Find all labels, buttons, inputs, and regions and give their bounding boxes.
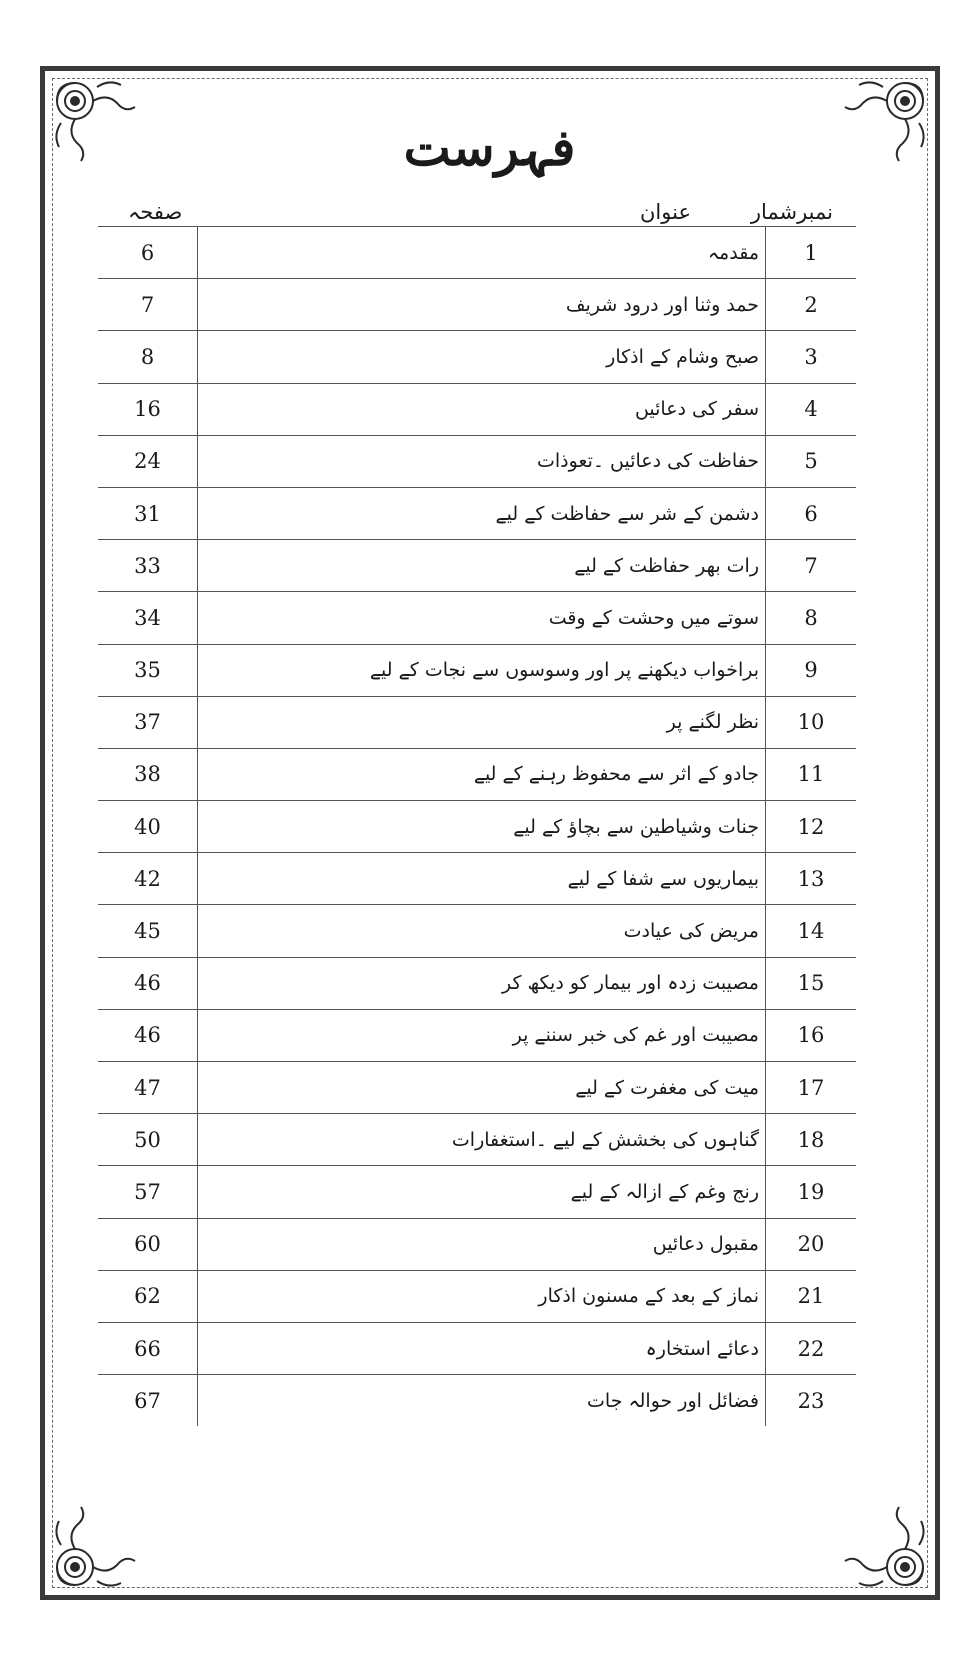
table-row[interactable] xyxy=(98,383,856,435)
table-row[interactable] xyxy=(98,748,856,800)
row-page: 37 xyxy=(134,710,161,735)
header-topic: عنوان xyxy=(640,200,691,224)
table-of-contents xyxy=(98,226,856,1426)
row-page: 33 xyxy=(134,553,161,578)
table-row[interactable] xyxy=(98,1322,856,1374)
row-page: 67 xyxy=(134,1388,161,1413)
row-number: 13 xyxy=(797,866,825,891)
row-topic: جنات وشیاطین سے بچاؤ کے لیے xyxy=(197,801,766,852)
table-row[interactable] xyxy=(98,1374,856,1426)
table-row[interactable] xyxy=(98,957,856,1009)
row-page: 47 xyxy=(134,1075,161,1100)
row-topic: رنج وغم کے ازالہ کے لیے xyxy=(197,1166,766,1217)
table-row[interactable] xyxy=(98,644,856,696)
row-page: 46 xyxy=(134,1023,161,1048)
table-row[interactable] xyxy=(98,330,856,382)
table-row[interactable] xyxy=(98,1061,856,1113)
row-topic: براخواب دیکھنے پر اور وسوسوں سے نجات کے لیے xyxy=(197,645,766,696)
row-page: 57 xyxy=(134,1179,161,1204)
row-number: 2 xyxy=(804,292,818,317)
table-row[interactable] xyxy=(98,1113,856,1165)
row-page: 16 xyxy=(134,397,161,422)
row-number: 22 xyxy=(797,1336,825,1361)
table-row[interactable] xyxy=(98,1009,856,1061)
row-topic: فضائل اور حوالہ جات xyxy=(197,1375,766,1426)
row-number: 21 xyxy=(797,1284,825,1309)
row-topic: سفر کی دعائیں xyxy=(197,384,766,435)
row-page: 66 xyxy=(134,1336,161,1361)
row-number: 20 xyxy=(797,1232,825,1257)
row-page: 38 xyxy=(134,762,161,787)
table-row[interactable] xyxy=(98,1218,856,1270)
row-topic: دعائے استخارہ xyxy=(197,1323,766,1374)
table-row[interactable] xyxy=(98,904,856,956)
row-page: 42 xyxy=(134,866,161,891)
row-number: 10 xyxy=(797,710,825,735)
table-row[interactable] xyxy=(98,696,856,748)
row-page: 50 xyxy=(134,1127,161,1152)
row-number: 1 xyxy=(804,240,818,265)
table-row[interactable] xyxy=(98,278,856,330)
row-topic: مصیبت زدہ اور بیمار کو دیکھ کر xyxy=(197,958,766,1009)
row-topic: مقبول دعائیں xyxy=(197,1219,766,1270)
row-topic: بیماریوں سے شفا کے لیے xyxy=(197,853,766,904)
table-row[interactable] xyxy=(98,226,856,278)
row-topic: حفاظت کی دعائیں ۔تعوذات xyxy=(197,436,766,487)
row-topic: نظر لگنے پر xyxy=(197,697,766,748)
row-topic: مصیبت اور غم کی خبر سننے پر xyxy=(197,1010,766,1061)
corner-ornament-icon xyxy=(47,1505,137,1595)
table-row[interactable] xyxy=(98,1165,856,1217)
row-page: 31 xyxy=(134,501,161,526)
row-page: 6 xyxy=(140,240,155,265)
row-number: 14 xyxy=(797,919,825,944)
header-serial-number: نمبرشمار xyxy=(750,200,833,224)
row-number: 23 xyxy=(797,1388,825,1413)
row-number: 16 xyxy=(797,1023,825,1048)
row-topic: دشمن کے شر سے حفاظت کے لیے xyxy=(197,488,766,539)
row-page: 46 xyxy=(134,971,161,996)
row-topic: جادو کے اثر سے محفوظ رہنے کے لیے xyxy=(197,749,766,800)
row-number: 9 xyxy=(804,658,818,683)
table-row[interactable] xyxy=(98,852,856,904)
row-page: 35 xyxy=(134,658,161,683)
row-topic: رات بھر حفاظت کے لیے xyxy=(197,540,766,591)
row-number: 15 xyxy=(797,971,825,996)
row-page: 40 xyxy=(134,814,161,839)
row-page: 34 xyxy=(134,605,161,630)
table-row[interactable] xyxy=(98,539,856,591)
row-page: 45 xyxy=(134,919,161,944)
row-number: 7 xyxy=(804,553,818,578)
row-page: 62 xyxy=(134,1284,161,1309)
row-number: 17 xyxy=(797,1075,825,1100)
row-topic: صبح وشام کے اذکار xyxy=(197,331,766,382)
table-row[interactable] xyxy=(98,435,856,487)
table-row[interactable] xyxy=(98,800,856,852)
row-number: 19 xyxy=(797,1179,825,1204)
row-number: 8 xyxy=(804,605,818,630)
header-page: صفحہ xyxy=(128,200,183,224)
row-topic: میت کی مغفرت کے لیے xyxy=(197,1062,766,1113)
row-topic: حمد وثنا اور درود شریف xyxy=(197,279,766,330)
row-topic: مریض کی عیادت xyxy=(197,905,766,956)
row-number: 12 xyxy=(797,814,825,839)
row-topic: نماز کے بعد کے مسنون اذکار xyxy=(197,1271,766,1322)
corner-ornament-icon xyxy=(843,1505,933,1595)
row-number: 4 xyxy=(804,397,818,422)
row-number: 5 xyxy=(804,449,818,474)
row-number: 6 xyxy=(804,501,818,526)
table-row[interactable] xyxy=(98,1270,856,1322)
row-number: 18 xyxy=(797,1127,825,1152)
row-topic: مقدمہ xyxy=(197,227,766,278)
row-page: 8 xyxy=(140,344,155,369)
row-number: 11 xyxy=(797,762,825,787)
page-title: فہرست xyxy=(403,118,576,177)
row-page: 7 xyxy=(140,292,155,317)
table-row[interactable] xyxy=(98,591,856,643)
row-page: 24 xyxy=(134,449,161,474)
row-page: 60 xyxy=(134,1232,161,1257)
row-topic: گناہوں کی بخشش کے لیے ۔استغفارات xyxy=(197,1114,766,1165)
table-row[interactable] xyxy=(98,487,856,539)
row-topic: سوتے میں وحشت کے وقت xyxy=(197,592,766,643)
row-number: 3 xyxy=(804,344,818,369)
